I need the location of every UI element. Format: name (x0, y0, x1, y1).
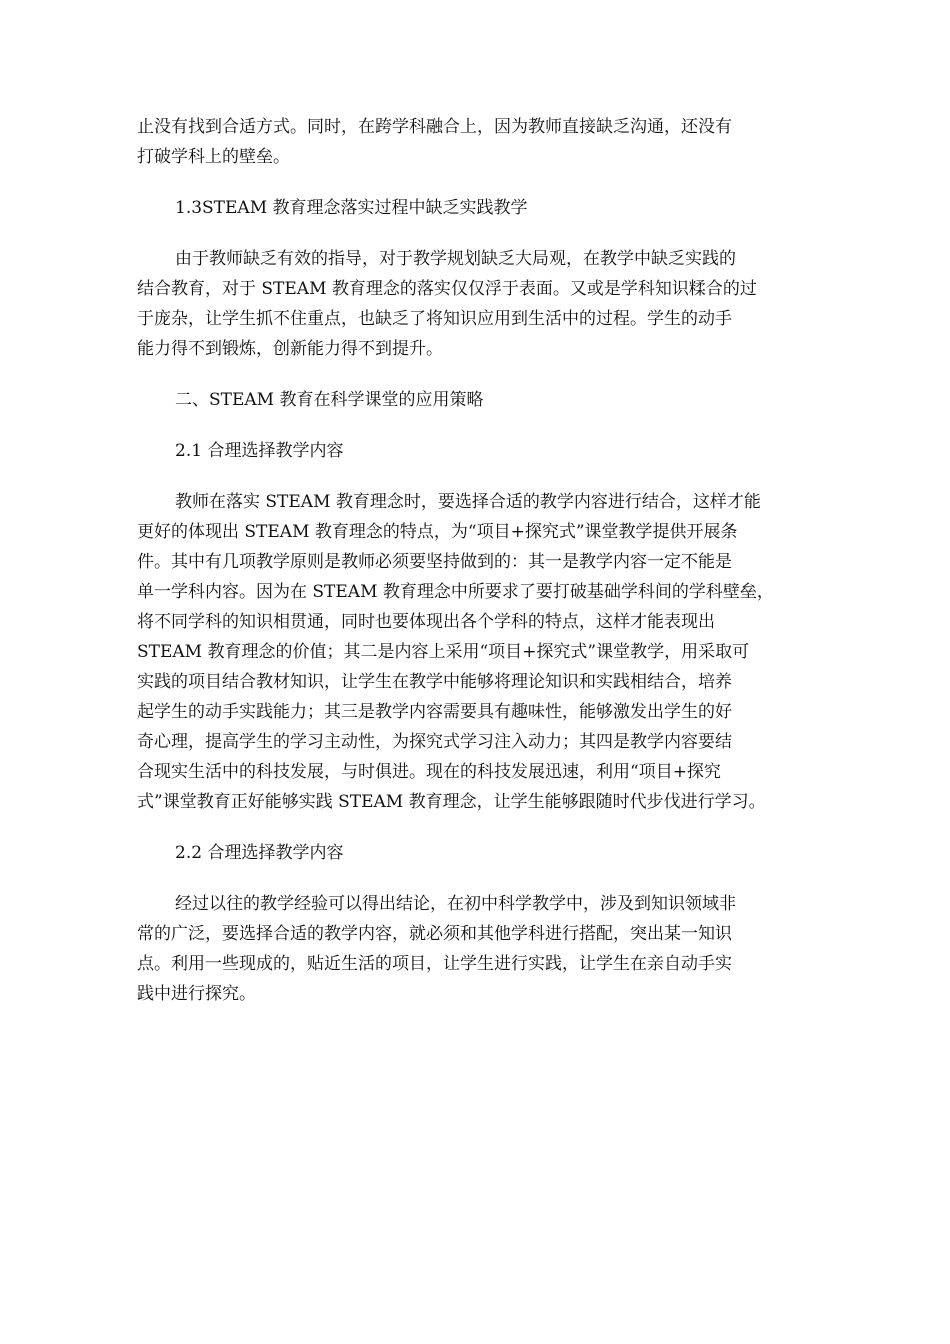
section-heading-1-3: 1.3STEAM 教育理念落实过程中缺乏实践教学 (175, 198, 528, 218)
paragraph-teaching-experience (137, 889, 827, 1009)
text-line: 件。其中有几项教学原则是教师必须要坚持做到的：其一是教学内容一定不能是 (137, 552, 732, 572)
text-line: 奇心理，提高学生的学习主动性，为探究式学习注入动力；其四是教学内容要结 (137, 732, 732, 752)
text-line: 常的广泛，要选择合适的教学内容，就必须和其他学科进行搭配，突出某一知识 (137, 924, 732, 944)
paragraph-practice-teaching (137, 244, 827, 364)
section-heading-2-1: 2.1 合理选择教学内容 (175, 441, 344, 461)
text-line: 止没有找到合适方式。同时，在跨学科融合上，因为教师直接缺乏沟通，还没有 (137, 117, 732, 137)
text-line: 点。利用一些现成的，贴近生活的项目，让学生进行实践，让学生在亲自动手实 (137, 954, 732, 974)
text-line: 起学生的动手实践能力；其三是教学内容需要具有趣味性，能够激发出学生的好 (137, 702, 732, 722)
text-line: 更好的体现出 STEAM 教育理念的特点，为“项目+探究式”课堂教学提供开展条 (137, 522, 738, 542)
text-line: 践中进行探究。 (137, 984, 256, 1004)
text-line: 合现实生活中的科技发展，与时俱进。现在的科技发展迅速，利用“项目+探究 (137, 762, 721, 782)
text-line: 经过以往的教学经验可以得出结论，在初中科学教学中，涉及到知识领域非 (175, 894, 736, 914)
text-line: 单一学科内容。因为在 STEAM 教育理念中所要求了要打破基础学科间的学科壁垒， (137, 582, 774, 602)
text-line: 式”课堂教育正好能够实践 STEAM 教育理念，让学生能够跟随时代步伐进行学习。 (137, 792, 766, 812)
chapter-heading-2: 二、STEAM 教育在科学课堂的应用策略 (175, 390, 484, 410)
text-line: 实践的项目结合教材知识，让学生在教学中能够将理论知识和实践相结合，培养 (137, 672, 732, 692)
text-line: 将不同学科的知识相贯通，同时也要体现出各个学科的特点，这样才能表现出 (137, 612, 715, 632)
text-line: 于庞杂，让学生抓不住重点，也缺乏了将知识应用到生活中的过程。学生的动手 (137, 309, 732, 329)
section-heading-2-2: 2.2 合理选择教学内容 (175, 843, 344, 863)
paragraph-continuation (137, 112, 827, 172)
text-line: 结合教育，对于 STEAM 教育理念的落实仅仅浮于表面。又或是学科知识糅合的过 (137, 279, 757, 299)
text-line: 能力得不到锻炼，创新能力得不到提升。 (137, 339, 443, 359)
text-line: 教师在落实 STEAM 教育理念时，要选择合适的教学内容进行结合，这样才能 (175, 492, 761, 512)
paragraph-content-selection (137, 487, 827, 817)
text-line: 打破学科上的壁垒。 (137, 147, 290, 167)
text-line: 由于教师缺乏有效的指导，对于教学规划缺乏大局观，在教学中缺乏实践的 (175, 249, 736, 269)
document-body (137, 112, 827, 1030)
text-line: STEAM 教育理念的价值；其二是内容上采用“项目+探究式”课堂教学，用采取可 (137, 642, 750, 662)
